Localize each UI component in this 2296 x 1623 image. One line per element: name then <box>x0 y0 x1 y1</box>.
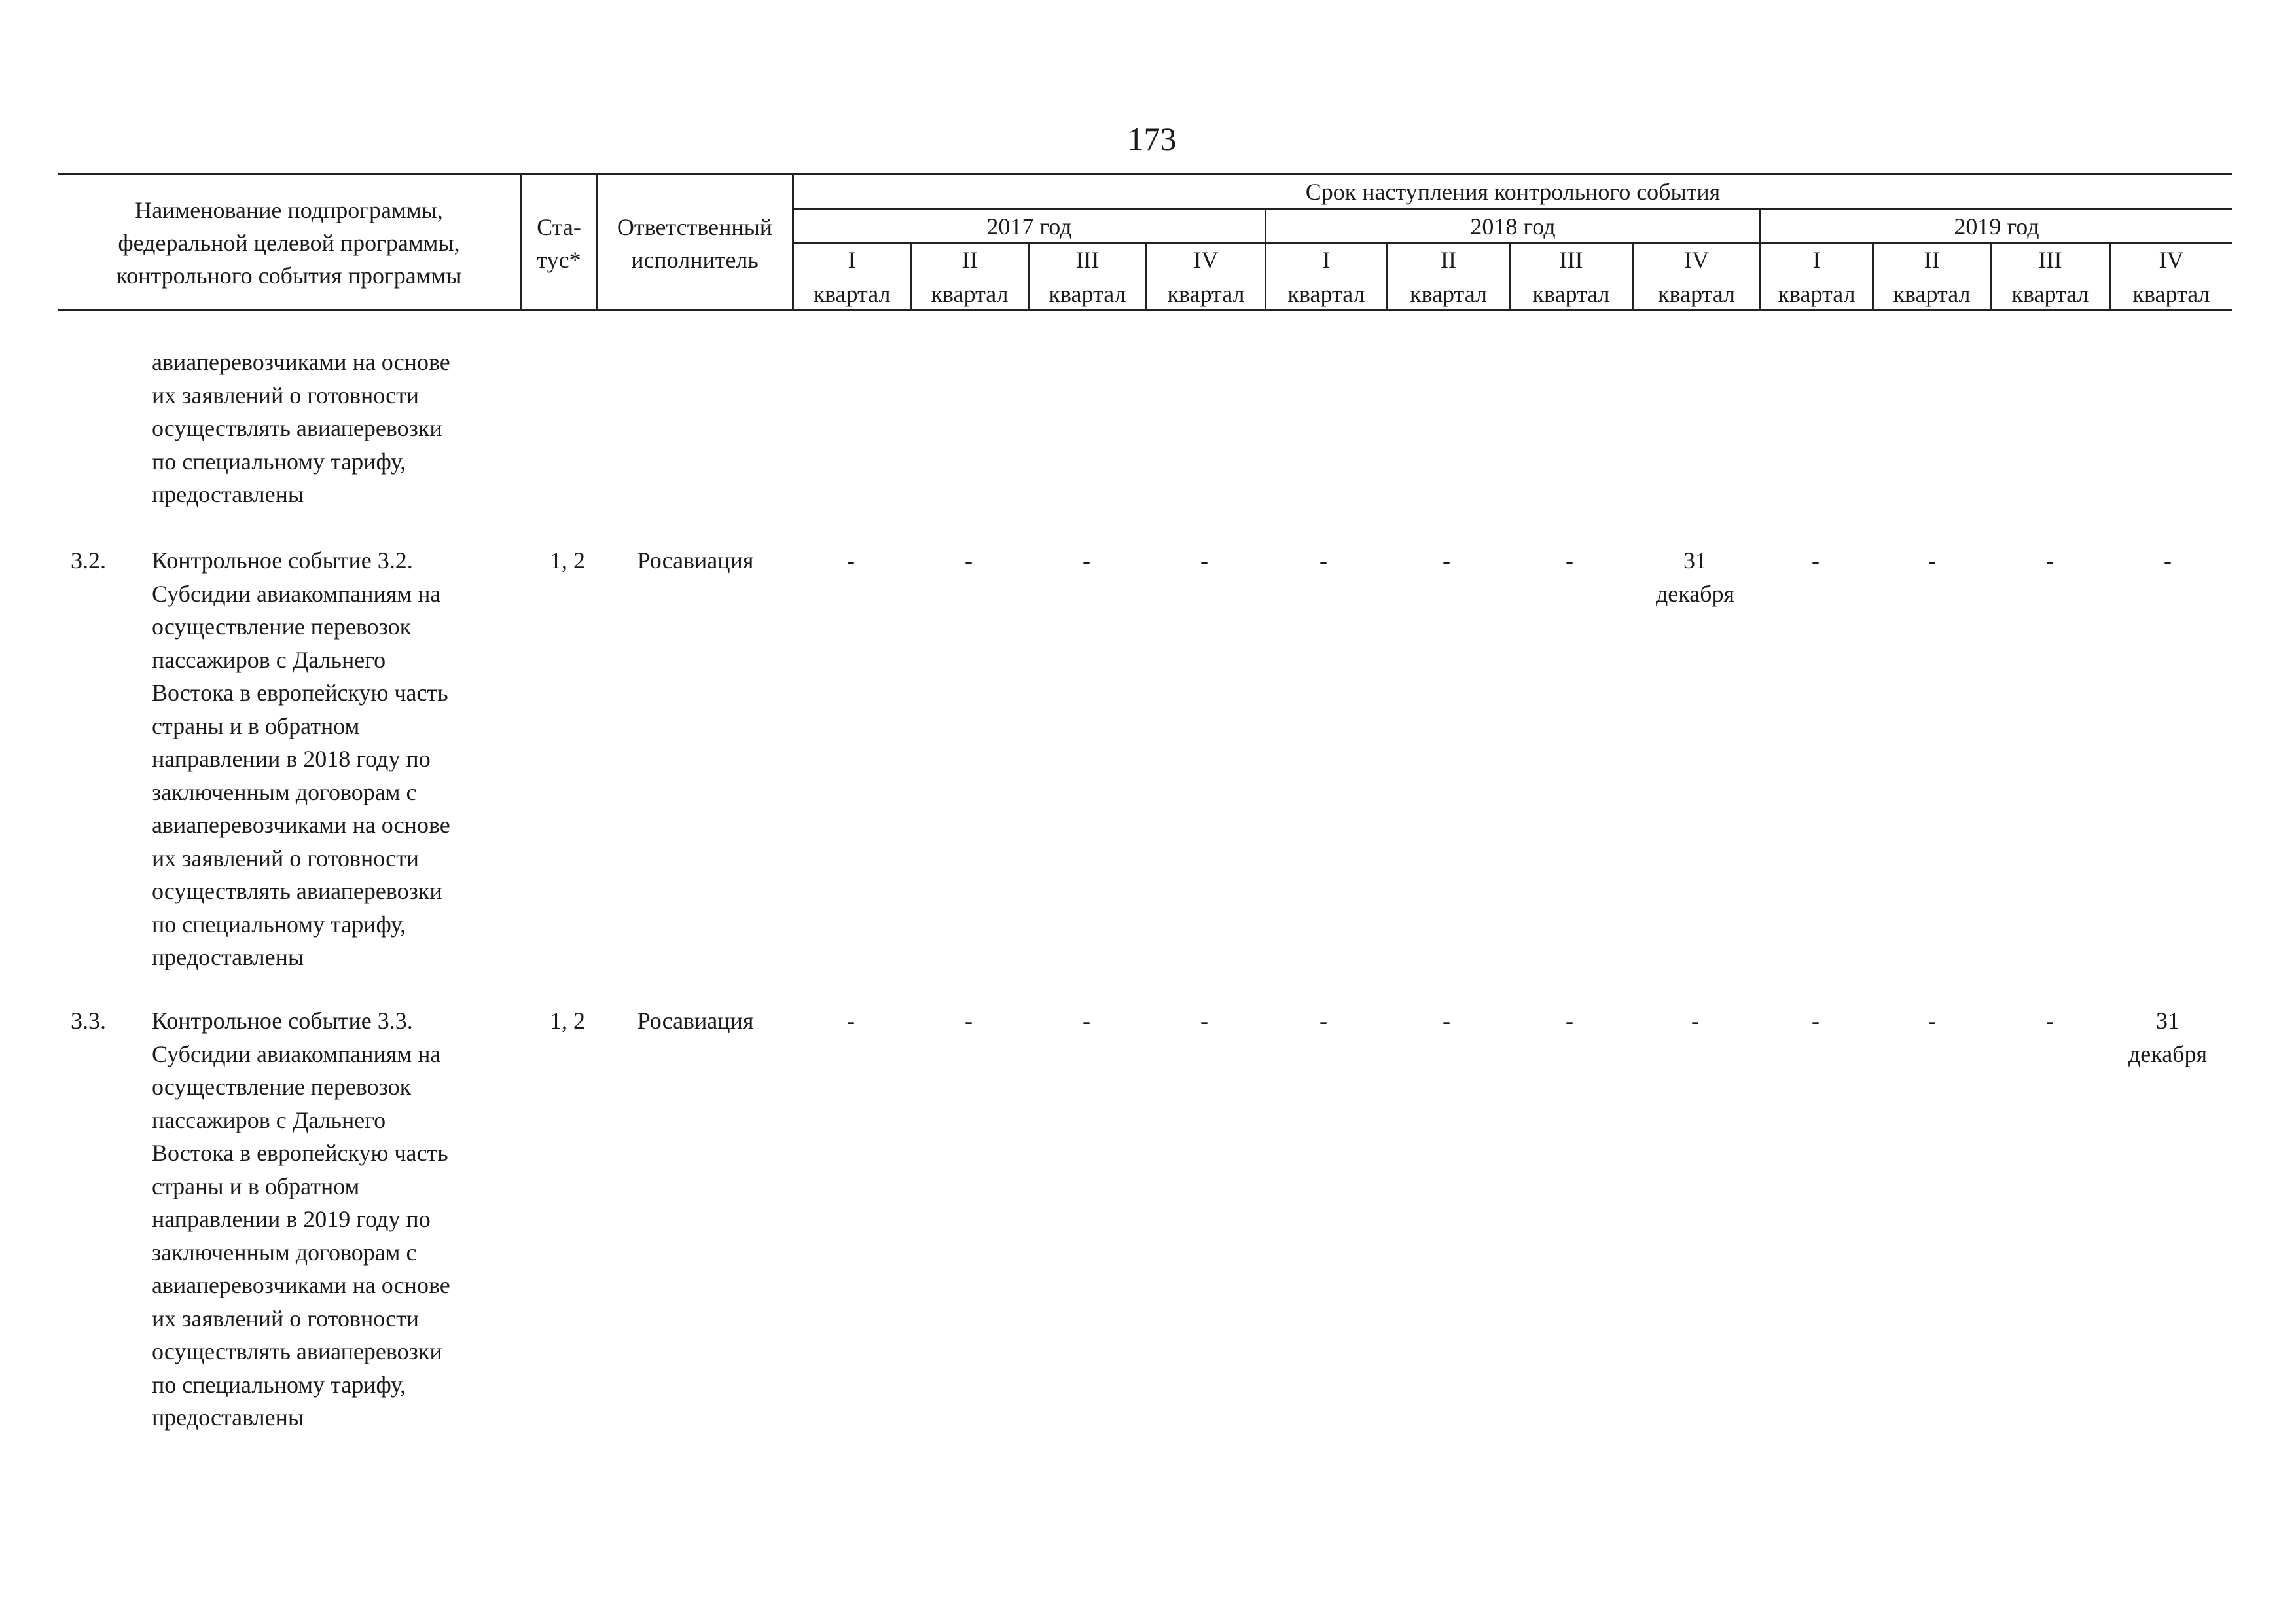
quarter-roman: II <box>1924 247 1940 273</box>
quarter-roman: I <box>1322 247 1331 273</box>
quarter-roman: I <box>848 247 856 273</box>
text-line: пассажиров с Дальнего <box>152 1106 386 1133</box>
quarter-value: - <box>1443 547 1450 574</box>
quarter-cell <box>1873 1004 1991 1038</box>
text-line: по специальному тарифу, <box>152 911 406 938</box>
row-number: 3.3. <box>71 1008 106 1034</box>
text-line: Контрольное событие 3.3. <box>152 1008 413 1034</box>
quarter-value: - <box>1928 1008 1936 1034</box>
quarter-roman: II <box>961 247 978 273</box>
quarter-roman: III <box>1075 247 1100 273</box>
quarter-label: квартал <box>813 281 891 307</box>
header-status-line: тус* <box>537 247 581 273</box>
quarter-value: - <box>1200 1008 1208 1034</box>
text-line: Контрольное событие 3.2. <box>152 547 413 574</box>
quarter-value: - <box>965 547 973 574</box>
quarter-value: - <box>2046 1008 2054 1034</box>
text-line: осуществлять авиаперевозки <box>152 1338 442 1364</box>
header-name-line: контрольного события программы <box>116 263 462 289</box>
quarter-value: - <box>1691 1008 1699 1034</box>
text-line: заключенным договорам с <box>152 778 417 805</box>
quarter-cell <box>1991 1004 2109 1038</box>
q-divider <box>1872 242 1874 310</box>
header-year-divider <box>792 242 2232 244</box>
text-line: страны и в обратном <box>152 712 360 739</box>
status-value: 1, 2 <box>550 1008 585 1034</box>
text-line: осуществление перевозок <box>152 613 412 640</box>
quarter-cell <box>910 544 1028 577</box>
text-line: осуществлять авиаперевозки <box>152 415 442 441</box>
text-line: их заявлений о готовности <box>152 382 420 409</box>
quarter-value: 31 <box>1683 547 1707 574</box>
quarter-cell <box>1873 544 1991 577</box>
quarter-cell <box>1388 1004 1505 1038</box>
quarter-value: - <box>1200 547 1208 574</box>
col-divider-executor <box>792 173 794 310</box>
quarter-cell <box>1145 544 1263 577</box>
text-line: их заявлений о готовности <box>152 1305 420 1332</box>
text-line: авиаперевозчиками на основе <box>152 1272 450 1298</box>
q-divider <box>1386 242 1388 310</box>
quarter-value: - <box>847 547 855 574</box>
quarter-value: - <box>1319 547 1327 574</box>
quarter-label: квартал <box>1287 281 1365 307</box>
quarter-cell <box>1145 1004 1263 1038</box>
q-divider <box>1990 242 1992 310</box>
text-line: осуществлять авиаперевозки <box>152 878 442 904</box>
quarter-roman: I <box>1812 247 1821 273</box>
text-line: предоставлены <box>152 1404 304 1431</box>
event-description <box>152 1004 518 1434</box>
q-divider <box>1632 242 1634 310</box>
text-line: страны и в обратном <box>152 1173 360 1199</box>
quarter-cell <box>1511 544 1628 577</box>
executor-value: Росавиация <box>637 1008 754 1034</box>
text-line: по специальному тарифу, <box>152 448 406 475</box>
quarter-value: - <box>2164 547 2172 574</box>
header-year-2018: 2018 год <box>1470 213 1556 240</box>
text-line: пассажиров с Дальнего <box>152 646 386 673</box>
q-divider <box>910 242 912 310</box>
text-line: предоставлены <box>152 481 304 507</box>
quarter-label: квартал <box>2132 281 2210 307</box>
quarter-cell <box>1265 1004 1382 1038</box>
text-line: их заявлений о готовности <box>152 845 420 871</box>
quarter-label: квартал <box>1410 281 1487 307</box>
text-line: Востока в европейскую часть <box>152 1140 448 1166</box>
page-number: 173 <box>1127 120 1177 157</box>
header-name-line: федеральной целевой программы, <box>118 230 460 256</box>
quarter-value: - <box>1083 547 1090 574</box>
quarter-cell <box>1991 544 2109 577</box>
quarter-cell <box>1028 544 1145 577</box>
header-deadline-divider <box>792 208 2232 210</box>
quarter-value: - <box>1566 1008 1573 1034</box>
header-year-2017: 2017 год <box>986 213 1072 240</box>
q-divider <box>1028 242 1030 310</box>
header-executor-line: исполнитель <box>631 247 759 273</box>
q-divider <box>1145 242 1147 310</box>
year-divider-2019 <box>1759 208 1761 310</box>
row-number: 3.2. <box>71 547 106 574</box>
text-line: направлении в 2019 году по <box>152 1206 431 1232</box>
quarter-label: квартал <box>1049 281 1126 307</box>
quarter-value: 31 <box>2156 1008 2179 1034</box>
quarter-label: квартал <box>931 281 1009 307</box>
q-divider <box>1509 242 1511 310</box>
header-top-border <box>58 173 2232 175</box>
quarter-value: - <box>1812 547 1820 574</box>
quarter-roman: IV <box>2159 247 2184 273</box>
quarter-cell <box>1511 1004 1628 1038</box>
quarter-label: квартал <box>1167 281 1245 307</box>
quarter-label: квартал <box>1532 281 1610 307</box>
quarter-cell <box>2109 544 2227 577</box>
quarter-label: квартал <box>1778 281 1856 307</box>
header-name-line: Наименование подпрограммы, <box>135 197 443 223</box>
text-line: Востока в европейскую часть <box>152 680 448 706</box>
quarter-label: квартал <box>1893 281 1971 307</box>
header-deadline-title: Срок наступления контрольного события <box>1305 179 1721 205</box>
quarter-roman: IV <box>1684 247 1709 273</box>
header-executor-line: Ответственный <box>617 214 773 240</box>
text-line: Субсидии авиакомпаниям на <box>152 1040 441 1067</box>
text-line: осуществление перевозок <box>152 1074 412 1100</box>
text-line: авиаперевозчиками на основе <box>152 349 450 375</box>
quarter-cell <box>2109 1004 2227 1070</box>
text-line: заключенным договорам с <box>152 1239 417 1266</box>
q-divider <box>2109 242 2111 310</box>
continuation-text <box>152 346 518 511</box>
quarter-cell <box>1636 544 1754 610</box>
quarter-cell <box>1388 544 1505 577</box>
quarter-value: - <box>847 1008 855 1034</box>
col-divider-status <box>596 173 598 310</box>
quarter-label: квартал <box>2011 281 2089 307</box>
quarter-value: - <box>2046 547 2054 574</box>
executor-value: Росавиация <box>637 547 754 574</box>
quarter-roman: III <box>2038 247 2062 273</box>
quarter-cell <box>1028 1004 1145 1038</box>
quarter-cell <box>1636 1004 1754 1038</box>
quarter-cell <box>1757 1004 1874 1038</box>
quarter-subvalue: декабря <box>1655 580 1735 607</box>
header-status-line: Ста- <box>537 214 581 240</box>
quarter-value: - <box>1443 1008 1450 1034</box>
quarter-cell <box>910 1004 1028 1038</box>
quarter-value: - <box>1566 547 1573 574</box>
quarter-value: - <box>1319 1008 1327 1034</box>
quarter-roman: IV <box>1193 247 1219 273</box>
header-bottom-border <box>58 309 2232 311</box>
quarter-label: квартал <box>1658 281 1735 307</box>
text-line: Субсидии авиакомпаниям на <box>152 580 441 607</box>
quarter-value: - <box>1812 1008 1820 1034</box>
header-year-2019: 2019 год <box>1954 213 2039 240</box>
quarter-cell <box>792 544 910 577</box>
status-value: 1, 2 <box>550 547 585 574</box>
quarter-roman: III <box>1559 247 1583 273</box>
quarter-cell <box>1265 544 1382 577</box>
col-divider-name <box>520 173 522 310</box>
event-description <box>152 544 518 974</box>
quarter-subvalue: декабря <box>2128 1040 2208 1067</box>
text-line: направлении в 2018 году по <box>152 746 431 772</box>
year-divider-2018 <box>1265 208 1266 310</box>
quarter-roman: II <box>1441 247 1456 273</box>
text-line: авиаперевозчиками на основе <box>152 812 450 838</box>
text-line: предоставлены <box>152 944 304 970</box>
quarter-value: - <box>965 1008 973 1034</box>
quarter-value: - <box>1083 1008 1090 1034</box>
quarter-cell <box>792 1004 910 1038</box>
quarter-value: - <box>1928 547 1936 574</box>
text-line: по специальному тарифу, <box>152 1371 406 1398</box>
quarter-cell <box>1757 544 1874 577</box>
